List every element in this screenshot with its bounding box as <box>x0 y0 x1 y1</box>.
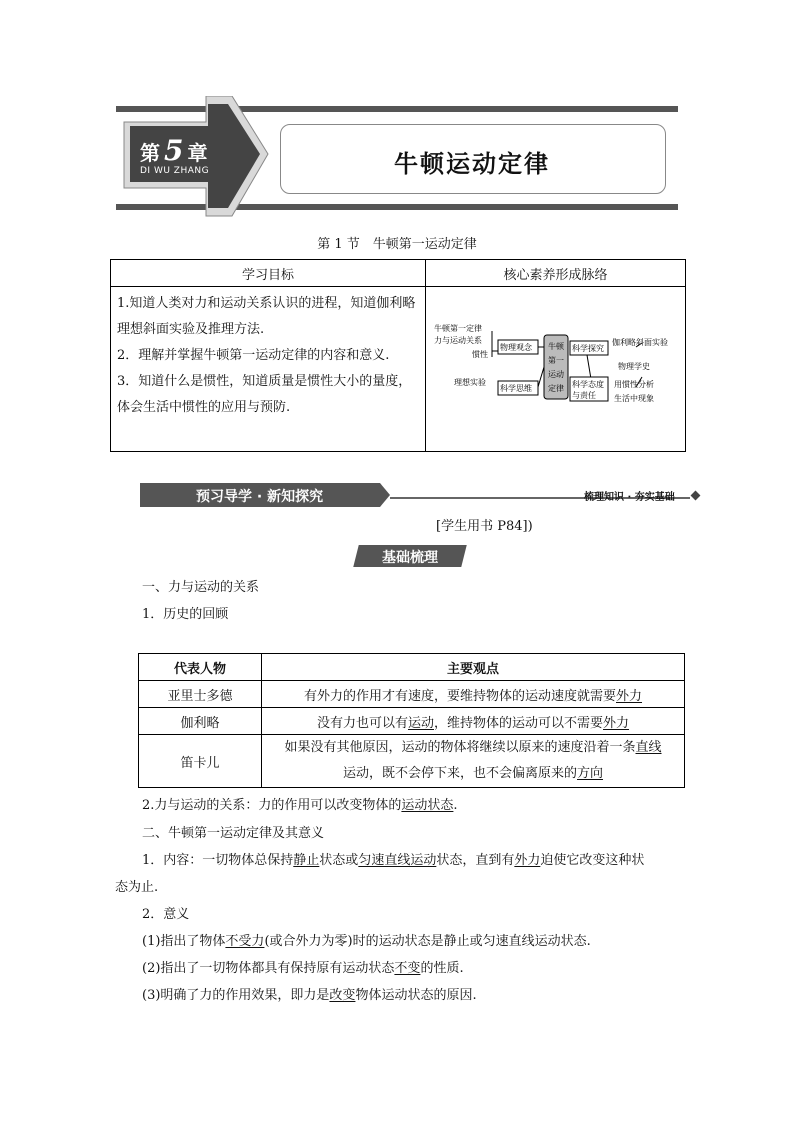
content-paragraph: 1．内容：一切物体总保持静止状态或匀速直线运动状态，直到有外力迫使它改变这种状 <box>142 853 645 868</box>
diagram-left-item: 牛顿第一定律 <box>434 324 482 333</box>
section-title: 第 1 节 牛顿第一运动定律 <box>317 237 477 252</box>
literacy-diagram <box>426 287 686 449</box>
goals-list <box>111 287 426 452</box>
view-cell: 有外力的作用才有速度，要维持物体的运动速度就需要外力 <box>262 681 685 708</box>
diagram-center: 牛顿 <box>548 342 564 351</box>
meaning-item: (3)明确了力的作用效果，即力是改变物体运动状态的原因. <box>142 988 477 1003</box>
diagram-ideal-experiment: 理想实验 <box>454 378 486 387</box>
chapter-title: 牛顿运动定律 <box>394 150 550 178</box>
meaning-heading: 2．意义 <box>142 907 190 922</box>
relation-paragraph: 2.力与运动的关系：力的作用可以改变物体的运动状态. <box>142 798 458 813</box>
person-header: 代表人物 <box>139 654 262 681</box>
person-cell: 伽利略 <box>139 708 262 735</box>
chapter-number-label: 第 5 章 <box>140 134 208 167</box>
diagram-center: 第一 <box>548 356 564 365</box>
heading-force-motion: 一、力与运动的关系 <box>142 580 260 595</box>
diagram-physics-view: 物理观念 <box>500 343 532 352</box>
diagram-center: 定律 <box>548 384 564 393</box>
heading-newton-first-law: 二、牛顿第一运动定律及其意义 <box>142 826 325 841</box>
goal-item: 1.知道人类对力和运动关系认识的进程，知道伽利略理想斜面实验及推理方法. <box>117 296 416 337</box>
preview-subtitle: 梳理知识 · 夯实基础 <box>584 492 675 503</box>
view-cell: 如果没有其他原因，运动的物体将继续以原来的速度沿着一条直线 运动，既不会停下来，也不会偏离原来的方向 <box>262 735 685 788</box>
diagram-center: 运动 <box>548 370 564 379</box>
goal-item: 3．知道什么是惯性，知道质量是惯性大小的量度，体会生活中惯性的应用与预防. <box>117 374 412 415</box>
literacy-diagram-cell <box>426 287 686 452</box>
diagram-science-inquiry: 科学探究 <box>572 344 604 353</box>
diagram-right-item: 用惯性分析 <box>614 380 654 389</box>
content-paragraph-cont: 态为止. <box>115 880 159 895</box>
literacy-header: 核心素养形成脉络 <box>426 260 686 287</box>
diagram-right-item: 生活中现象 <box>614 394 654 403</box>
person-cell: 亚里士多德 <box>139 681 262 708</box>
diamond-icon <box>691 491 701 501</box>
diagram-right-item: 物理学史 <box>618 362 650 371</box>
student-book-reference: [学生用书 P84]) <box>436 519 533 534</box>
preview-section-header <box>140 483 700 507</box>
chapter-pinyin: DI WU ZHANG <box>140 166 210 176</box>
chapter-banner <box>116 96 678 222</box>
goal-item: 2．理解并掌握牛顿第一运动定律的内容和意义. <box>117 348 390 363</box>
learning-goals-table <box>110 259 686 452</box>
goals-header: 学习目标 <box>111 260 426 287</box>
diagram-left-item: 力与运动关系 <box>434 336 482 345</box>
meaning-item: (2)指出了一切物体都具有保持原有运动状态不变的性质. <box>142 961 464 976</box>
diagram-science-thinking: 科学思维 <box>500 384 532 393</box>
basics-label: 基础梳理 <box>382 550 438 566</box>
view-cell: 没有力也可以有运动，维持物体的运动可以不需要外力 <box>262 708 685 735</box>
heading-history: 1．历史的回顾 <box>142 607 229 622</box>
history-table <box>138 653 685 788</box>
diagram-science-attitude: 与责任 <box>572 391 596 400</box>
diagram-galileo: 伽利略斜面实验 <box>612 338 668 347</box>
person-cell: 笛卡儿 <box>139 735 262 788</box>
diagram-left-item: 惯性 <box>472 350 488 359</box>
diagram-science-attitude: 科学态度 <box>572 380 604 389</box>
preview-title: 预习导学 · 新知探究 <box>196 489 324 505</box>
meaning-item: (1)指出了物体不受力(或合外力为零)时的运动状态是静止或匀速直线运动状态. <box>142 934 591 949</box>
view-header: 主要观点 <box>262 654 685 681</box>
